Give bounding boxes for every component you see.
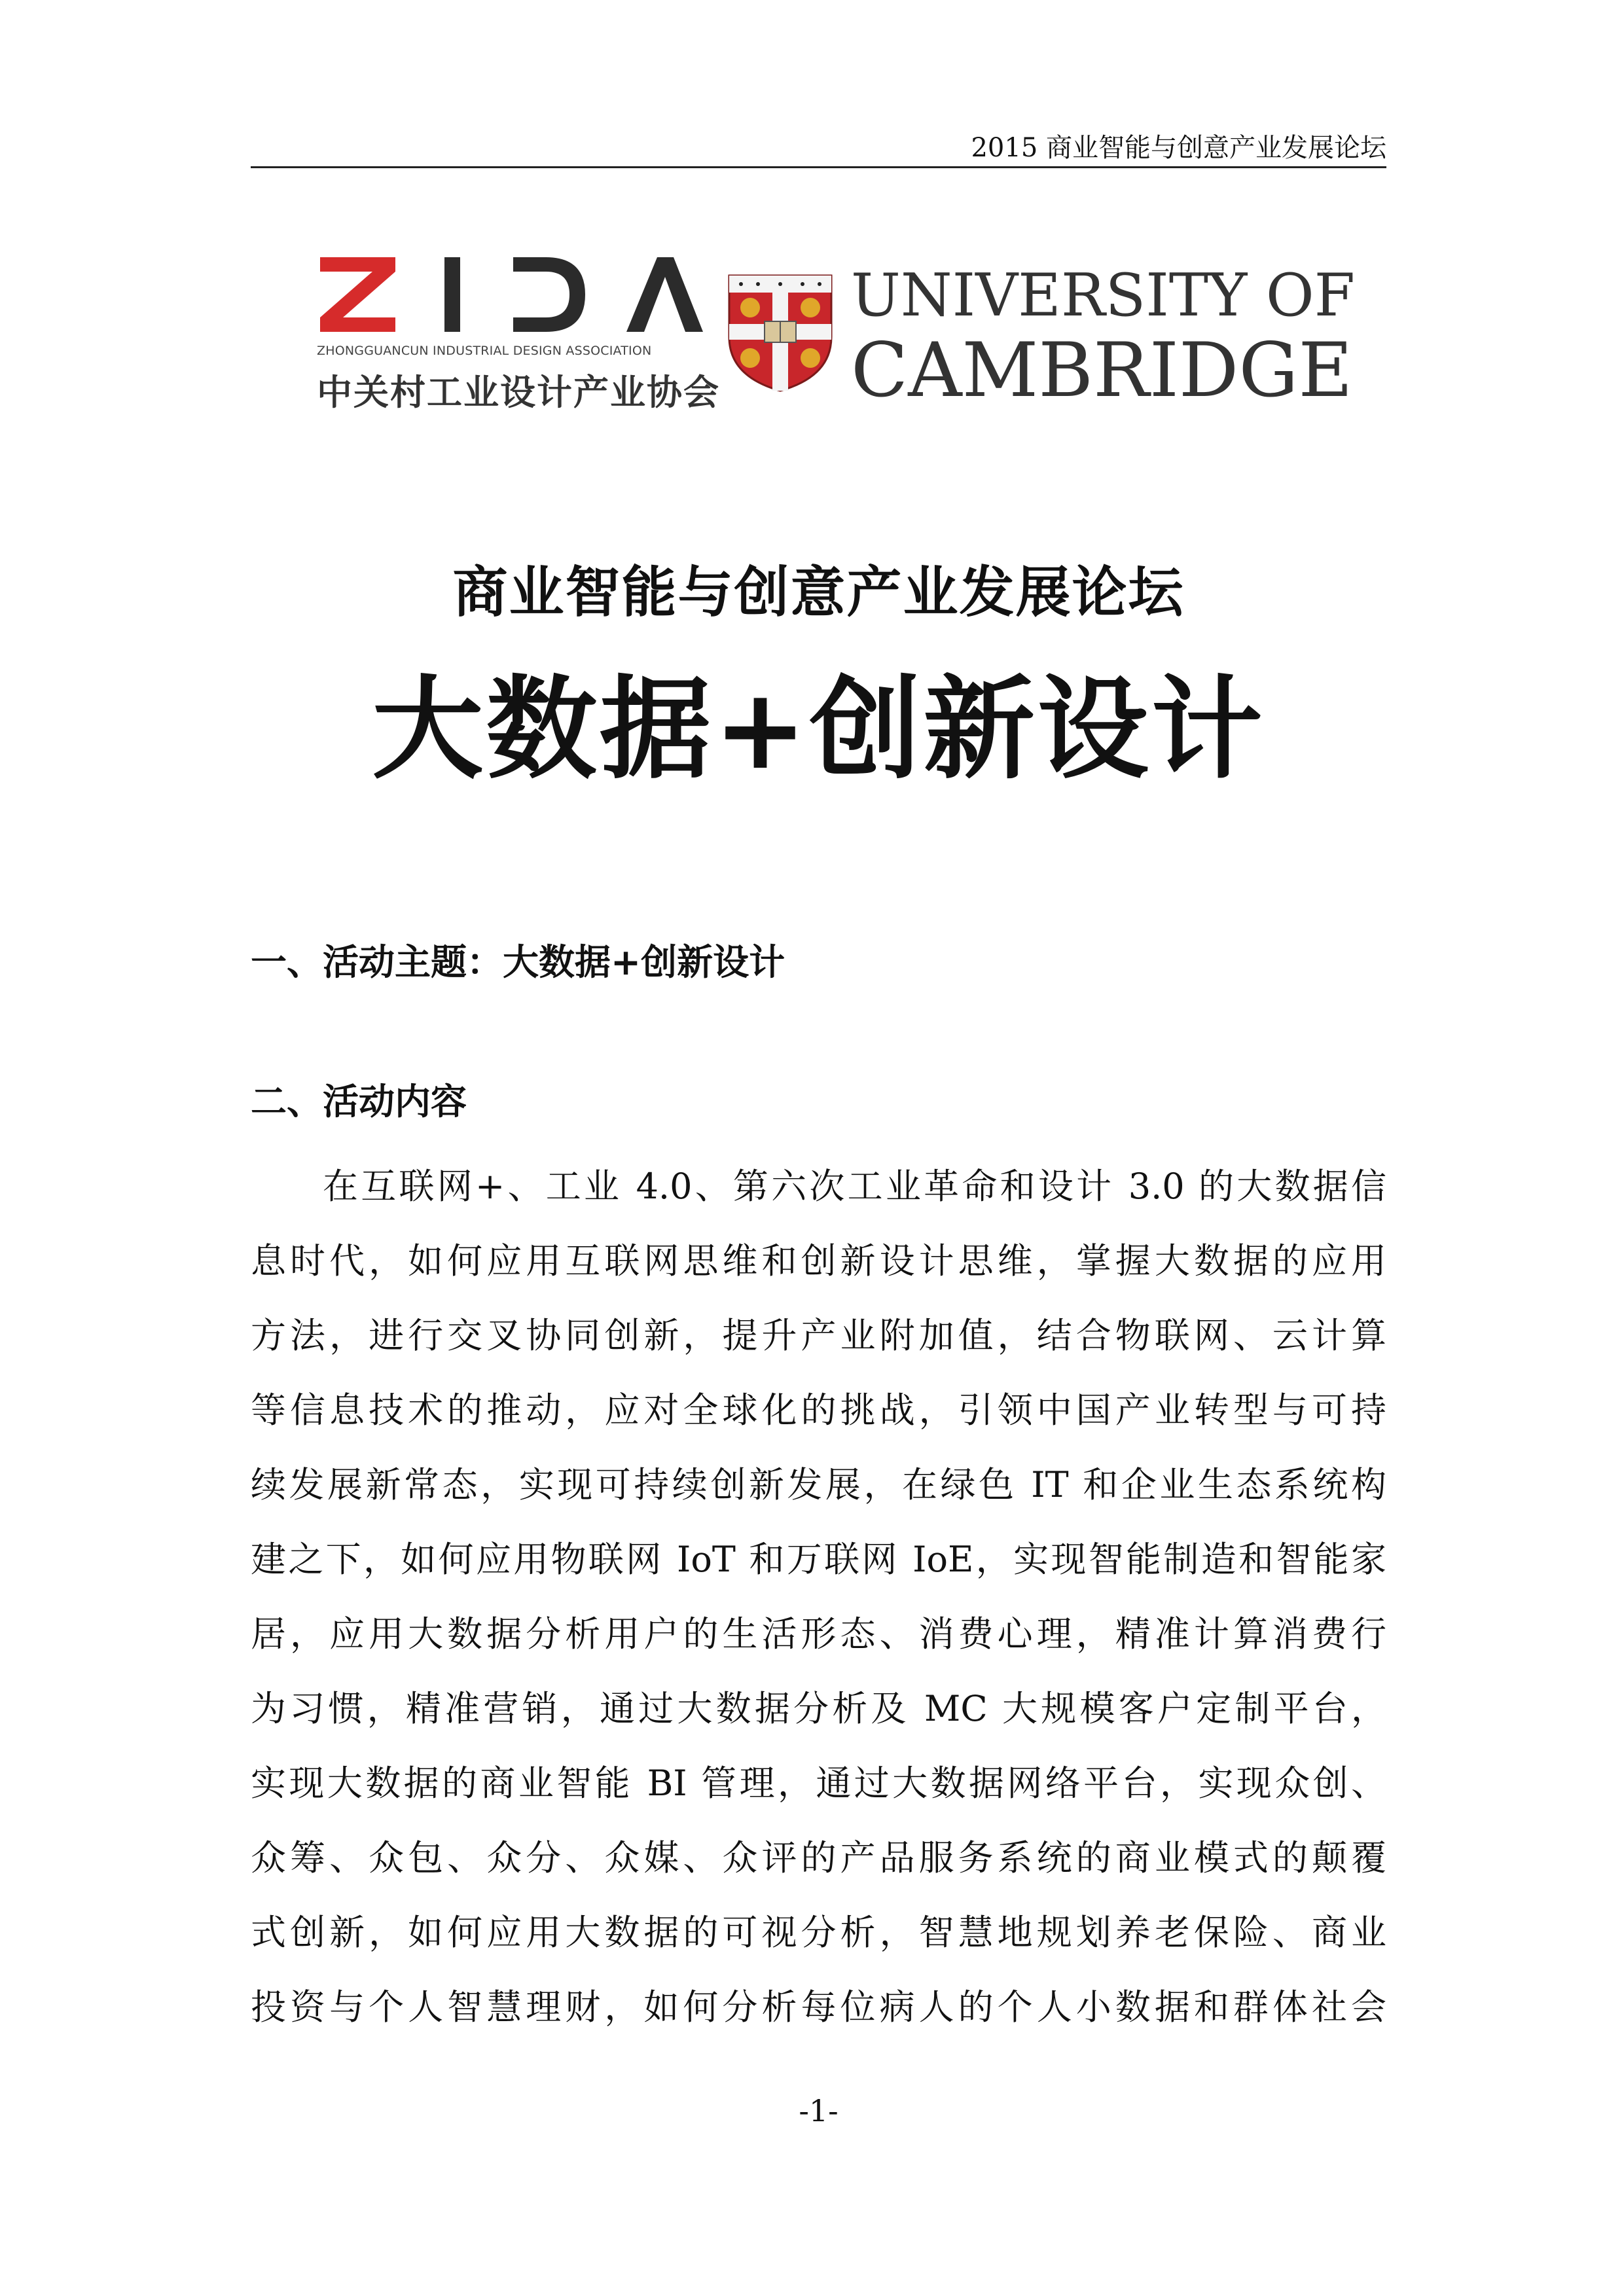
zida-chinese-name: 中关村工业设计产业协会	[317, 372, 720, 413]
section-heading-theme: 一、活动主题：大数据+创新设计	[251, 941, 785, 983]
paragraph-line: 实现大数据的商业智能 BI 管理，通过大数据网络平台，实现众创、	[251, 1763, 1386, 1804]
paragraph-line: 方法，进行交叉协同创新，提升产业附加值，结合物联网、云计算	[251, 1315, 1386, 1356]
running-header: 2015 商业智能与创意产业发展论坛	[971, 133, 1386, 163]
paragraph-line: 投资与个人智慧理财，如何分析每位病人的个人小数据和群体社会	[251, 1986, 1386, 2028]
cambridge-crest-icon	[725, 272, 835, 393]
paragraph-line: 在互联网+、工业 4.0、第六次工业革命和设计 3.0 的大数据信	[323, 1166, 1386, 1207]
cambridge-wordmark	[851, 261, 1356, 414]
content-paragraph	[251, 1149, 1386, 2045]
header-rule	[251, 166, 1386, 168]
page-number: -1-	[799, 2093, 839, 2128]
section-heading-content: 二、活动内容	[251, 1081, 467, 1122]
paragraph-line: 式创新，如何应用大数据的可视分析，智慧地规划养老保险、商业	[251, 1912, 1386, 1953]
zida-logo	[317, 252, 720, 413]
paragraph-line: 居，应用大数据分析用户的生活形态、消费心理，精准计算消费行	[251, 1613, 1386, 1655]
cambridge-line1: UNIVERSITY OF	[851, 261, 1356, 330]
paragraph-line: 众筹、众包、众分、众媒、众评的产品服务系统的商业模式的颠覆	[251, 1837, 1386, 1878]
paragraph-line: 为习惯，精准营销，通过大数据分析及 MC 大规模客户定制平台，	[251, 1688, 1386, 1729]
zida-english-name: ZHONGGUANCUN INDUSTRIAL DESIGN ASSOCIATION	[317, 344, 652, 358]
document-subtitle: 商业智能与创意产业发展论坛	[452, 560, 1185, 624]
paragraph-line: 建之下，如何应用物联网 IoT 和万联网 IoE，实现智能制造和智能家	[251, 1539, 1386, 1580]
cambridge-line2: CAMBRIDGE	[851, 327, 1353, 414]
document-title: 大数据+创新设计	[372, 665, 1265, 795]
zida-wordmark-icon	[317, 252, 703, 337]
paragraph-line: 续发展新常态，实现可持续创新发展，在绿色 IT 和企业生态系统构	[251, 1464, 1386, 1505]
paragraph-line: 息时代，如何应用互联网思维和创新设计思维，掌握大数据的应用	[251, 1240, 1386, 1282]
paragraph-line: 等信息技术的推动，应对全球化的挑战，引领中国产业转型与可持	[251, 1390, 1386, 1431]
